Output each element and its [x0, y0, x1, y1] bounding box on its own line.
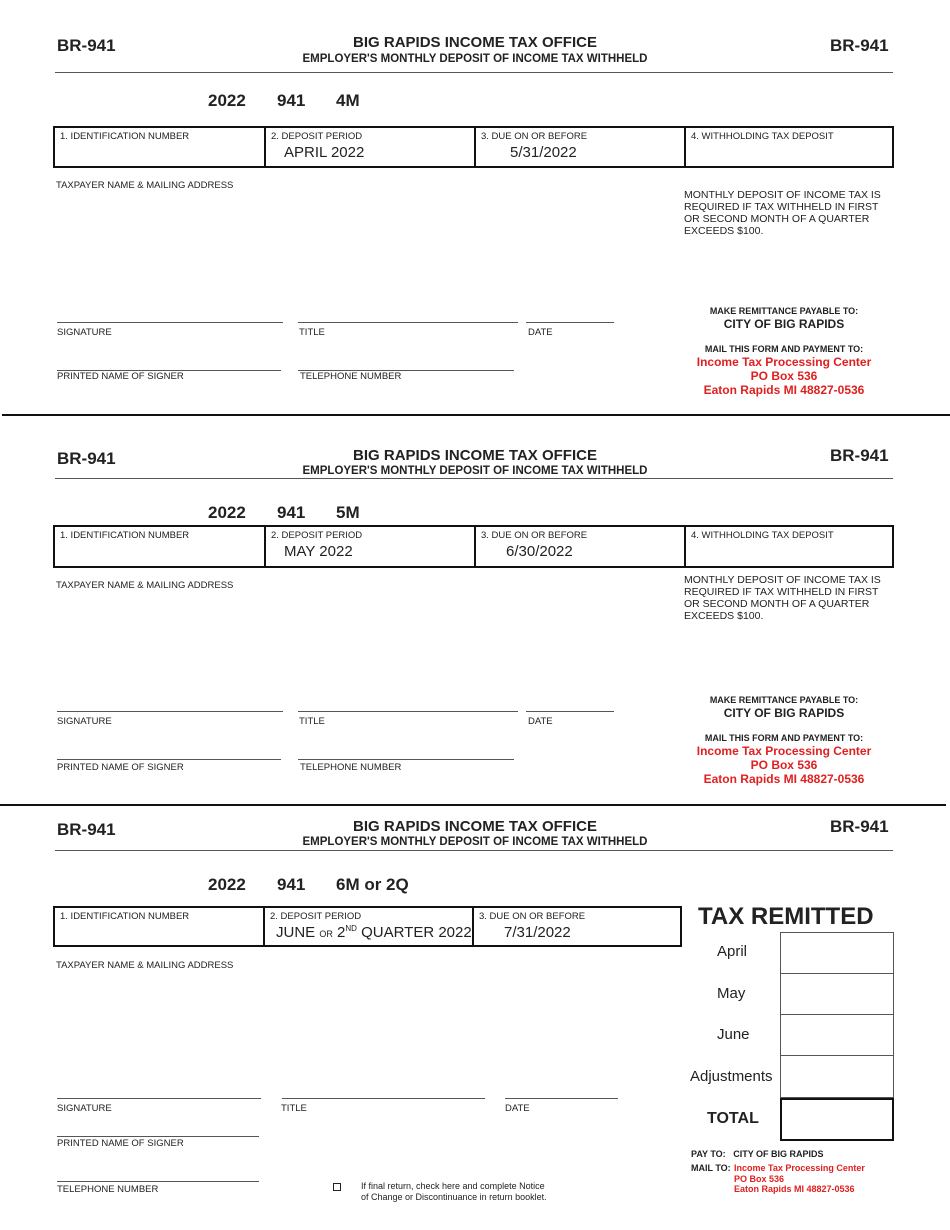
- telephone-label: TELEPHONE NUMBER: [57, 1184, 159, 1195]
- info-box: [53, 126, 894, 168]
- mail-to-address: Income Tax Processing Center PO Box 536 Eaton Rapids MI 48827-0536: [734, 1163, 865, 1194]
- telephone-line[interactable]: [298, 759, 514, 760]
- mail-line-2: PO Box 536: [750, 758, 818, 772]
- signature-line[interactable]: [57, 711, 283, 712]
- title-label: TITLE: [299, 327, 325, 338]
- year: 2022: [208, 503, 246, 522]
- date-line[interactable]: [526, 711, 614, 712]
- deposit-period-value: MAY 2022: [284, 543, 353, 560]
- due-date-label: 3. DUE ON OR BEFORE: [481, 131, 588, 142]
- due-date-value: 6/30/2022: [506, 543, 573, 560]
- period-code: 4M: [336, 91, 360, 110]
- total-label: TOTAL: [707, 1110, 759, 1127]
- printed-name-line[interactable]: [57, 1136, 259, 1137]
- form-code-left: BR-941: [57, 449, 116, 468]
- form-code-right: BR-941: [830, 817, 889, 836]
- date-line[interactable]: [526, 322, 614, 323]
- form-code-right: BR-941: [830, 446, 889, 465]
- id-number-field[interactable]: [55, 527, 266, 566]
- signature-line[interactable]: [57, 322, 283, 323]
- telephone-label: TELEPHONE NUMBER: [300, 371, 402, 382]
- june-label: June: [717, 1026, 750, 1043]
- signature-line[interactable]: [57, 1098, 261, 1099]
- due-date-field: [476, 128, 686, 166]
- period-code: 6M or 2Q: [336, 875, 409, 894]
- title-label: TITLE: [281, 1103, 307, 1114]
- signature-label: SIGNATURE: [57, 1103, 112, 1114]
- id-number-field[interactable]: [55, 908, 265, 945]
- form-subtitle: EMPLOYER'S MONTHLY DEPOSIT OF INCOME TAX WITHHELD: [302, 836, 648, 848]
- info-box: [53, 906, 682, 947]
- total-amount-field[interactable]: [780, 1098, 894, 1141]
- remit-payable-label: MAKE REMITTANCE PAYABLE TO:: [709, 306, 859, 316]
- remit-mail-label: MAIL THIS FORM AND PAYMENT TO:: [704, 344, 864, 354]
- withholding-label: 4. WITHHOLDING TAX DEPOSIT: [691, 530, 834, 541]
- id-number-label: 1. IDENTIFICATION NUMBER: [60, 131, 190, 142]
- form-number: 941: [277, 503, 306, 522]
- mail-line-2: PO Box 536: [750, 369, 818, 383]
- year: 2022: [208, 875, 246, 894]
- header-rule: [55, 478, 893, 479]
- date-label: DATE: [505, 1103, 530, 1114]
- due-date-label: 3. DUE ON OR BEFORE: [479, 911, 586, 922]
- withholding-label: 4. WITHHOLDING TAX DEPOSIT: [691, 131, 834, 142]
- id-number-label: 1. IDENTIFICATION NUMBER: [60, 530, 190, 541]
- printed-name-label: PRINTED NAME OF SIGNER: [57, 1138, 184, 1149]
- mail-line-1: Income Tax Processing Center: [696, 355, 872, 369]
- telephone-line[interactable]: [57, 1181, 259, 1182]
- deposit-period-label: 2. DEPOSIT PERIOD: [270, 911, 362, 922]
- printed-name-label: PRINTED NAME OF SIGNER: [57, 371, 184, 382]
- form-code-left: BR-941: [57, 36, 116, 55]
- signature-label: SIGNATURE: [57, 327, 112, 338]
- remit-payable-label: MAKE REMITTANCE PAYABLE TO:: [709, 695, 859, 705]
- title-line[interactable]: [298, 322, 518, 323]
- title-label: TITLE: [299, 716, 325, 727]
- deposit-period-label: 2. DEPOSIT PERIOD: [271, 530, 363, 541]
- taxpayer-label: TAXPAYER NAME & MAILING ADDRESS: [56, 180, 234, 191]
- cut-line: [2, 414, 950, 416]
- cut-line: [0, 804, 946, 806]
- adjustments-amount-field[interactable]: [781, 1056, 893, 1097]
- mail-line-3: Eaton Rapids MI 48827-0536: [703, 772, 865, 786]
- id-number-field[interactable]: [55, 128, 266, 166]
- may-label: May: [717, 985, 746, 1002]
- remit-payable-to: CITY OF BIG RAPIDS: [723, 706, 845, 720]
- form-number: 941: [277, 875, 306, 894]
- header-rule: [55, 850, 893, 851]
- june-amount-field[interactable]: [781, 1015, 893, 1056]
- form-code-left: BR-941: [57, 820, 116, 839]
- mail-line-1: Income Tax Processing Center: [696, 744, 872, 758]
- deposit-period-field: [266, 527, 476, 566]
- deposit-period-value: JUNE OR 2ND QUARTER 2022: [276, 924, 472, 941]
- adjustments-label: Adjustments: [690, 1068, 773, 1085]
- mail-to-label: MAIL TO:: [691, 1163, 731, 1173]
- printed-name-line[interactable]: [57, 759, 281, 760]
- form-number: 941: [277, 91, 306, 110]
- office-title: BIG RAPIDS INCOME TAX OFFICE: [353, 447, 597, 464]
- remit-mail-label: MAIL THIS FORM AND PAYMENT TO:: [704, 733, 864, 743]
- mail-line-3: Eaton Rapids MI 48827-0536: [703, 383, 865, 397]
- taxpayer-label: TAXPAYER NAME & MAILING ADDRESS: [56, 580, 234, 591]
- signature-label: SIGNATURE: [57, 716, 112, 727]
- april-amount-field[interactable]: [781, 933, 893, 974]
- form-subtitle: EMPLOYER'S MONTHLY DEPOSIT OF INCOME TAX WITHHELD: [302, 465, 648, 477]
- deposit-period-field: [266, 128, 476, 166]
- header-rule: [55, 72, 893, 73]
- title-line[interactable]: [298, 711, 518, 712]
- taxpayer-label: TAXPAYER NAME & MAILING ADDRESS: [56, 960, 234, 971]
- tax-remitted-title: TAX REMITTED: [698, 903, 874, 930]
- deposit-notice: MONTHLY DEPOSIT OF INCOME TAX IS REQUIRED IF TAX WITHHELD IN FIRST OR SECOND MONTH OF A QUARTER EXCEEDS $100.: [684, 574, 881, 622]
- pay-to: PAY TO: CITY OF BIG RAPIDS: [691, 1149, 824, 1159]
- period-code: 5M: [336, 503, 360, 522]
- april-label: April: [717, 943, 748, 960]
- final-return-note: If final return, check here and complete Notice of Change or Discontinuance in return booklet.: [361, 1181, 547, 1202]
- info-box: [53, 525, 894, 568]
- office-title: BIG RAPIDS INCOME TAX OFFICE: [353, 818, 597, 835]
- deposit-period-field: [265, 908, 474, 945]
- date-label: DATE: [528, 327, 553, 338]
- withholding-deposit-field[interactable]: [686, 527, 892, 566]
- deposit-notice: MONTHLY DEPOSIT OF INCOME TAX IS REQUIRED IF TAX WITHHELD IN FIRST OR SECOND MONTH OF A QUARTER EXCEEDS $100.: [684, 189, 881, 237]
- due-date-field: [476, 527, 686, 566]
- withholding-deposit-field[interactable]: [686, 128, 892, 166]
- tax-remitted-grid: [780, 932, 894, 1098]
- final-return-checkbox[interactable]: [333, 1183, 341, 1191]
- year: 2022: [208, 91, 246, 110]
- deposit-period-value: APRIL 2022: [284, 144, 365, 161]
- date-line[interactable]: [505, 1098, 618, 1099]
- id-number-label: 1. IDENTIFICATION NUMBER: [60, 911, 190, 922]
- title-line[interactable]: [282, 1098, 485, 1099]
- form-subtitle: EMPLOYER'S MONTHLY DEPOSIT OF INCOME TAX WITHHELD: [302, 53, 648, 65]
- telephone-label: TELEPHONE NUMBER: [300, 762, 402, 773]
- due-date-value: 7/31/2022: [504, 924, 571, 941]
- office-title: BIG RAPIDS INCOME TAX OFFICE: [353, 34, 597, 51]
- printed-name-label: PRINTED NAME OF SIGNER: [57, 762, 184, 773]
- due-date-field: [474, 908, 680, 945]
- due-date-label: 3. DUE ON OR BEFORE: [481, 530, 588, 541]
- date-label: DATE: [528, 716, 553, 727]
- due-date-value: 5/31/2022: [510, 144, 577, 161]
- form-code-right: BR-941: [830, 36, 889, 55]
- deposit-period-label: 2. DEPOSIT PERIOD: [271, 131, 363, 142]
- may-amount-field[interactable]: [781, 974, 893, 1015]
- remit-payable-to: CITY OF BIG RAPIDS: [723, 317, 845, 331]
